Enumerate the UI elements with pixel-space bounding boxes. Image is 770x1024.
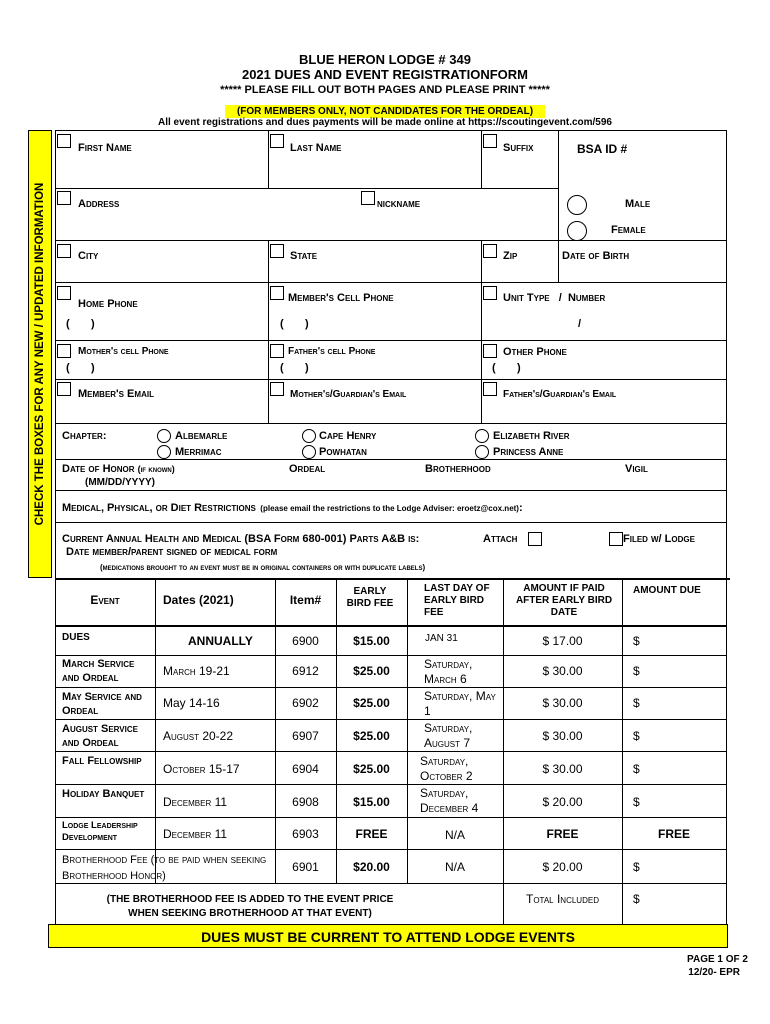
nickname-label: nickname [377,198,421,210]
father-cell-checkbox[interactable] [270,344,284,358]
city-checkbox[interactable] [57,244,71,258]
row-date: ANNUALLY [188,634,253,648]
row-fee: FREE [355,827,388,841]
father-email-label: Father's/Guardian's Email [503,389,617,400]
date-format-hint: (MM/DD/YYYY) [85,477,155,488]
row-after: $ 30.00 [542,664,583,678]
row-due: $ [633,729,640,743]
bsa-id-label: BSA ID # [577,142,628,156]
row-due: $ [633,664,640,678]
cell-phone-label: Member's Cell Phone [288,292,394,304]
mother-email-checkbox[interactable] [270,382,284,396]
home-phone-label: Home Phone [78,298,138,310]
row-item: 6904 [292,762,319,776]
zip-label: Zip [503,250,518,262]
male-radio[interactable] [567,195,587,215]
home-phone-checkbox[interactable] [57,286,71,300]
chapter-elizabeth-river-label: Elizabeth River [493,430,570,442]
first-name-checkbox[interactable] [57,134,71,148]
row-date: March 19-21 [163,664,230,678]
row-item: 6900 [292,634,319,648]
address-label: Address [78,198,120,210]
cell-phone-area-code: ( ) [280,318,309,330]
row-after: $ 30.00 [542,729,583,743]
female-radio[interactable] [567,221,587,241]
member-email-checkbox[interactable] [57,382,71,396]
address-checkbox[interactable] [57,191,71,205]
chapter-albemarle-label: Albemarle [175,430,228,442]
zip-checkbox[interactable] [483,244,497,258]
male-label: Male [625,198,651,210]
suffix-checkbox[interactable] [483,134,497,148]
brotherhood-fee-note: (THE BROTHERHOOD FEE IS ADDED TO THE EVENT PRICE WHEN SEEKING BROTHERHOOD AT THAT EVENT) [106,894,394,919]
chapter-cape-henry-label: Cape Henry [319,430,377,442]
table-header-event: Event [90,593,120,607]
date-of-birth-label: Date of Birth [562,250,630,262]
row-fee: $25.00 [353,729,390,743]
chapter-albemarle-radio[interactable] [157,429,171,443]
row-due: $ [633,860,640,874]
total-value: $ [633,892,640,906]
state-checkbox[interactable] [270,244,284,258]
row-due: $ [633,696,640,710]
home-phone-area-code: ( ) [66,318,95,330]
row-item: 6902 [292,696,319,710]
row-after: $ 17.00 [542,634,583,648]
state-label: State [290,250,318,262]
row-fee: $25.00 [353,762,390,776]
mother-email-label: Mother's/Guardian's Email [290,389,407,400]
health-form-label: Current Annual Health and Medical (BSA Form 680-001) Parts A&B is: [62,533,420,545]
row-item: 6908 [292,795,319,809]
chapter-princess-anne-label: Princess Anne [493,446,564,458]
table-header-amount-after: AMOUNT IF PAID AFTER EARLY BIRD DATE [515,583,613,618]
unit-checkbox[interactable] [483,286,497,300]
row-last-day: Saturday, May 1 [424,689,496,718]
side-banner [28,130,52,578]
filed-with-lodge-label: Filed w/ Lodge [623,533,695,545]
chapter-label: Chapter: [62,430,107,442]
first-name-label: First Name [78,142,132,154]
other-phone-area-code: ( ) [492,362,521,374]
row-item: 6912 [292,664,319,678]
medical-signed-date-label: Date member/parent signed of medical form [66,546,278,558]
chapter-powhatan-radio[interactable] [302,445,316,459]
page-number: PAGE 1 OF 2 [687,954,748,965]
suffix-label: Suffix [503,142,534,154]
row-event: Lodge Leadership Development [62,820,138,843]
city-label: City [78,250,99,262]
last-name-checkbox[interactable] [270,134,284,148]
last-name-label: Last Name [290,142,342,154]
form-instruction: ***** PLEASE FILL OUT BOTH PAGES AND PLEASE PRINT ***** [220,84,550,96]
other-phone-label: Other Phone [503,346,567,358]
female-label: Female [611,224,646,236]
revision-code: 12/20- EPR [688,967,740,978]
table-header-early-fee: EARLY BIRD FEE [346,586,394,609]
chapter-merrimac-label: Merrimac [175,446,222,458]
attach-label: Attach [483,533,518,545]
chapter-elizabeth-river-radio[interactable] [475,429,489,443]
online-registration-note: All event registrations and dues payments will be made online at https://scoutingevent.com/596 [158,117,612,128]
row-fee: $20.00 [353,860,390,874]
mother-cell-checkbox[interactable] [57,344,71,358]
row-event: Holiday Banquet [62,788,145,800]
cell-phone-checkbox[interactable] [270,286,284,300]
row-due: FREE [657,827,690,841]
row-date: December 11 [163,795,228,809]
row-after: $ 20.00 [542,795,583,809]
row-after: FREE [546,827,579,841]
row-last-day: JAN 31 [425,633,458,644]
table-header-item: Item# [289,593,322,607]
row-date: May 14-16 [163,696,220,710]
row-item: 6903 [292,827,319,841]
row-event: Brotherhood Fee (to be paid when seeking Brotherhood Honor) [62,854,267,882]
chapter-powhatan-label: Powhatan [319,446,367,458]
row-after: $ 30.00 [542,762,583,776]
row-fee: $15.00 [353,795,390,809]
row-last-day: N/A [444,828,465,842]
row-date: December 11 [163,827,228,841]
row-fee: $25.00 [353,664,390,678]
row-last-day: Saturday, March 6 [424,657,473,686]
row-item: 6901 [292,860,319,874]
member-email-label: Member's Email [78,388,154,400]
father-cell-area-code: ( ) [280,362,309,374]
row-date: August 20-22 [163,729,234,743]
mother-cell-label: Mother's cell Phone [78,346,169,357]
row-fee: $25.00 [353,696,390,710]
table-header-dates: Dates (2021) [163,593,234,607]
row-date: October 15-17 [163,762,240,776]
row-event: DUES [62,632,90,643]
filed-with-lodge-checkbox[interactable] [609,532,623,546]
row-after: $ 20.00 [542,860,583,874]
row-due: $ [633,795,640,809]
unit-type-label: Unit Type / Number [503,292,606,304]
row-last-day: Saturday, October 2 [420,754,473,783]
medical-restrictions: Medical, Physical, or Diet Restrictions (please email the restrictions to the Lodge Adviser: eroetz@cox.net): [62,502,523,514]
attach-checkbox[interactable] [528,532,542,546]
form-title: 2021 DUES AND EVENT REGISTRATIONFORM [241,67,529,82]
table-header-amount-due: AMOUNT DUE [633,585,701,596]
date-of-honor-label: Date of Honor (if known) [62,463,175,475]
row-due: $ [633,634,640,648]
ordeal-label: Ordeal [289,463,326,475]
side-banner-text: CHECK THE BOXES FOR ANY NEW / UPDATED INFORMATION [34,182,46,526]
form-org-title: BLUE HERON LODGE # 349 [299,52,471,67]
dues-banner: DUES MUST BE CURRENT TO ATTEND LODGE EVENTS [48,924,728,948]
mother-cell-area-code: ( ) [66,362,95,374]
row-last-day: N/A [444,860,465,874]
chapter-merrimac-radio[interactable] [157,445,171,459]
row-last-day: Saturday, December 4 [420,786,479,815]
brotherhood-label: Brotherhood [425,463,491,475]
row-event: August Service and Ordeal [62,723,138,749]
father-cell-label: Father's cell Phone [288,346,376,357]
row-item: 6907 [292,729,319,743]
row-last-day: Saturday, August 7 [424,721,473,750]
row-event: March Service and Ordeal [62,658,135,684]
medications-note: (medications brought to an event must be in original containers or with duplicate labels) [100,563,426,572]
row-due: $ [633,762,640,776]
nickname-checkbox[interactable] [361,191,375,205]
vigil-label: Vigil [625,463,648,475]
members-only-note: (FOR MEMBERS ONLY, NOT CANDIDATES FOR THE ORDEAL) [225,105,545,118]
unit-slash: / [578,318,582,330]
father-email-checkbox[interactable] [483,382,497,396]
row-event: May Service and Ordeal [62,691,142,717]
total-included-label: Total Included [526,892,599,906]
row-event: Fall Fellowship [62,755,142,767]
table-header-last-day: LAST DAY OF EARLY BIRD FEE [424,583,490,618]
other-phone-checkbox[interactable] [483,344,497,358]
chapter-cape-henry-radio[interactable] [302,429,316,443]
row-fee: $15.00 [353,634,390,648]
row-after: $ 30.00 [542,696,583,710]
chapter-princess-anne-radio[interactable] [475,445,489,459]
